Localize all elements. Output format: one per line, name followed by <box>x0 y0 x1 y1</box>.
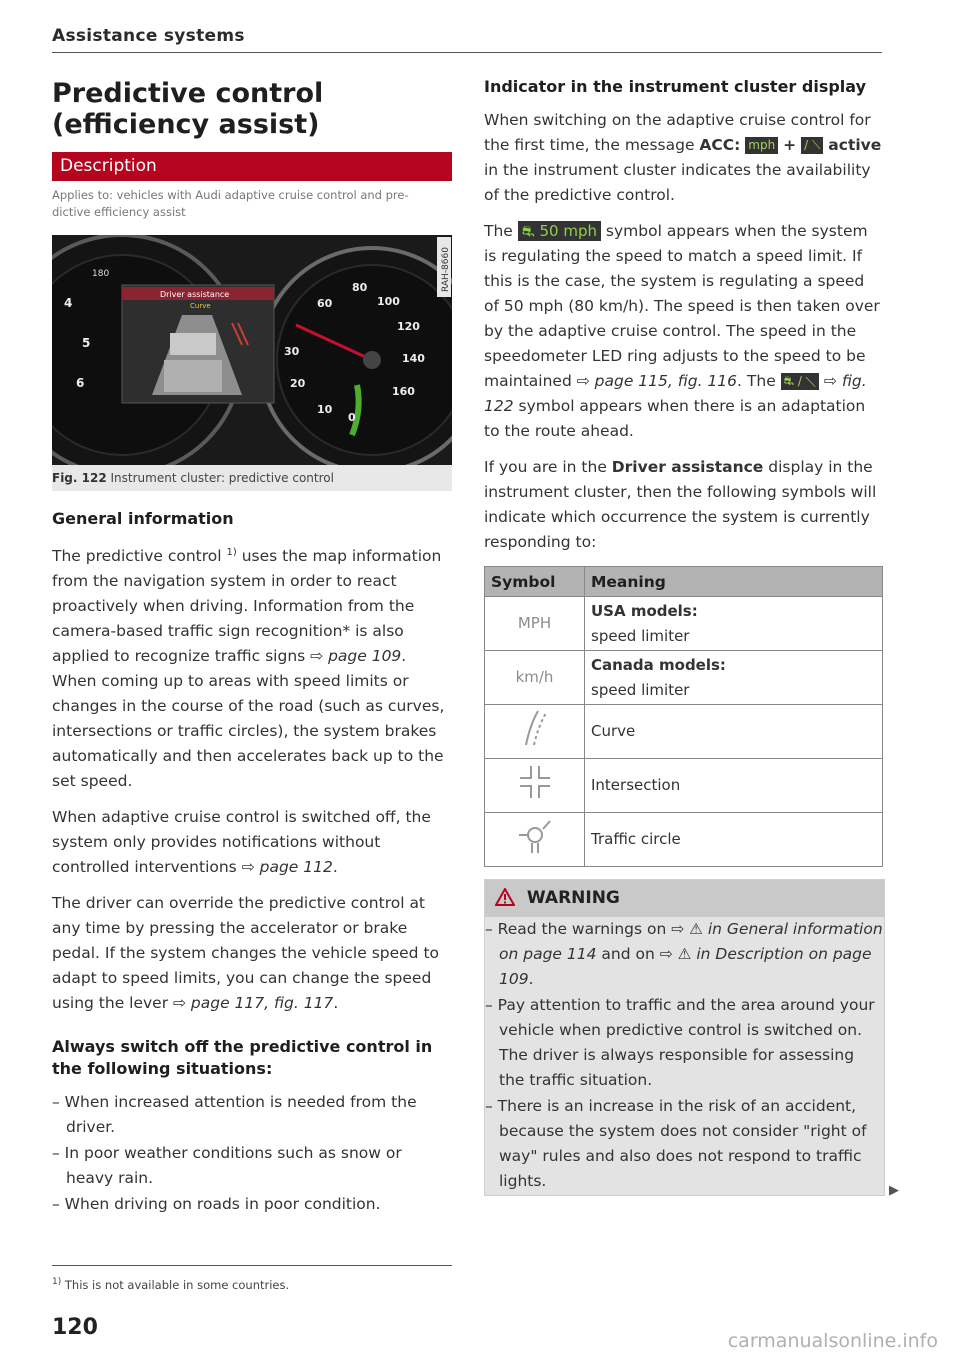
screen-title: Driver assistance <box>160 290 230 299</box>
tacho-tick-5: 5 <box>82 336 91 350</box>
para1-post: . When coming up to areas with speed limits or changes in the course of the road (such as curves, intersections or traffic circles), the system brakes automatically and then accelerates back up to the set speed. <box>52 647 445 791</box>
meaning-text: speed limiter <box>591 680 690 699</box>
tacho-tick-4: 4 <box>64 296 73 310</box>
para1-text: uses the map information from the navigation system in order to react proactively when driving. Information from the camera-based traffic sign recognition* is also applied to recognize traffic signs <box>52 547 442 666</box>
para2-text: When adaptive cruise control is switched off, the system only provides notifications without controlled interventions <box>52 808 431 877</box>
speedo-tick-10: 10 <box>317 403 333 416</box>
speedo-tick-100: 100 <box>377 295 400 308</box>
footnote-divider <box>52 1265 452 1266</box>
speed-limit-badge: ⛐ 50 mph <box>518 221 601 241</box>
table-row <box>485 813 883 867</box>
p2-pre: The <box>484 222 518 240</box>
page-117-link[interactable]: ⇨ page 117, fig. 117 <box>173 994 334 1013</box>
para3-post: . <box>333 994 339 1013</box>
curve-badge-icon: / ⟍ <box>801 137 823 154</box>
p2-mid: . The <box>737 372 781 390</box>
applies-to <box>52 187 452 221</box>
p1-post: in the instrument cluster indicates the availability of the predictive control. <box>484 161 871 204</box>
symbol-table <box>484 566 883 867</box>
acc-label: ACC: <box>699 136 741 154</box>
section-title: Assistance systems <box>52 26 245 46</box>
general-info-paragraph-1 <box>52 540 452 794</box>
speedo-tick-20: 20 <box>290 377 306 390</box>
list-item: – In poor weather conditions such as snow or heavy rain. <box>52 1144 402 1188</box>
always-switch-off-heading: Always switch off the predictive control in the following situations: <box>52 1037 433 1079</box>
description-bar: Description <box>52 152 452 181</box>
speedo-tick-120: 120 <box>397 320 420 333</box>
warning-title: WARNING <box>526 888 620 908</box>
right-column <box>484 74 884 1196</box>
page-115-link[interactable]: ⇨ page 115, fig. 116 <box>576 372 738 390</box>
p1-pre: When switching on the adaptive cruise control for the first time, the message <box>484 111 871 154</box>
odometer-readout: 180 <box>92 269 110 279</box>
active-label: active <box>828 136 882 154</box>
title-line-2: (efficiency assist) <box>52 109 320 140</box>
page-114-link[interactable]: ⇨ ⚠ in General information on page 114 <box>499 920 883 963</box>
traffic-circle-svg <box>517 817 553 855</box>
instrument-cluster-illustration <box>52 235 452 465</box>
table-row <box>485 705 883 759</box>
figure-caption <box>52 465 452 491</box>
intersection-svg <box>518 764 552 800</box>
meaning-title: Canada models: <box>591 655 726 674</box>
continue-arrow-icon: ▶ <box>889 1183 899 1198</box>
traffic-circle-icon <box>485 813 585 867</box>
meaning-cell <box>585 597 883 651</box>
warning-header <box>485 880 884 917</box>
screen-subtitle: Curve <box>190 302 211 310</box>
footnote <box>52 1277 289 1292</box>
left-column <box>52 74 452 1218</box>
table-row <box>485 651 883 705</box>
applies-line-1: Applies to: vehicles with Audi adaptive cruise control and pre- <box>52 188 409 202</box>
warning-list <box>485 917 884 1194</box>
instrument-cluster-figure <box>52 235 452 488</box>
warning-box <box>484 879 885 1196</box>
speedo-tick-140: 140 <box>402 352 425 365</box>
para2-post: . <box>332 858 338 877</box>
plus-sign: + <box>783 136 797 154</box>
meaning-cell: Curve <box>585 705 883 759</box>
intersection-icon <box>485 759 585 813</box>
page-header <box>52 26 882 53</box>
warning-triangle-icon <box>495 888 515 906</box>
route-adapt-badge-icon: ⛐ / ⟍ <box>781 373 819 390</box>
p2-text: symbol appears when the system is regulating the speed to match a speed limit. If this is the case, the system is regulating a speed of 50 mph (80 km/h). The speed is then taken over by the adaptive cruise control. The speed in the speedometer LED ring adjusts to the speed to be maintained <box>484 222 880 390</box>
figure-label: Fig. 122 <box>52 471 107 485</box>
list-item: – There is an increase in the risk of an accident, because the system does not consider "right of way" rules and also does not respond to traffic lights. <box>485 1097 867 1190</box>
page-109-link[interactable]: ⇨ page 109 <box>310 647 402 666</box>
footnote-text: This is not available in some countries. <box>64 1277 290 1292</box>
title-line-1: Predictive control <box>52 78 324 109</box>
driver-assistance-label: Driver assistance <box>611 458 764 476</box>
warn1-pre: – Read the warnings on <box>485 920 672 938</box>
list-item: – When increased attention is needed from the driver. <box>52 1093 417 1137</box>
list-item <box>485 917 884 992</box>
kmh-symbol-icon: km/h <box>485 651 585 705</box>
situations-list <box>52 1090 452 1217</box>
general-info-heading: General information <box>52 509 234 528</box>
applies-line-2: dictive efficiency assist <box>52 205 186 219</box>
p2-post: symbol appears when there is an adaptation to the route ahead. <box>484 397 866 440</box>
para1-pre: The predictive control <box>52 547 227 566</box>
table-header-row <box>485 567 883 597</box>
speedo-tick-80: 80 <box>352 281 368 294</box>
warn1-mid: and on <box>596 945 660 963</box>
warn1-post: . <box>528 970 534 988</box>
p3-post: display in the instrument cluster, then the following symbols will indicate which occurrence the system is currently responding to: <box>484 458 877 551</box>
page-title <box>52 78 452 140</box>
speedo-tick-160: 160 <box>392 385 415 398</box>
meaning-cell: Traffic circle <box>585 813 883 867</box>
indicator-paragraph-2 <box>484 219 884 444</box>
general-info-paragraph-3 <box>52 891 452 1016</box>
meaning-cell: Intersection <box>585 759 883 813</box>
figure-caption-text: Instrument cluster: predictive control <box>110 471 334 485</box>
p3-pre: If you are in the <box>484 458 612 476</box>
indicator-paragraph-3 <box>484 455 884 555</box>
page-109-warning-link[interactable]: ⇨ ⚠ in Description on page 109 <box>499 945 872 988</box>
mph-symbol-icon: MPH <box>485 597 585 651</box>
list-item: – Pay attention to traffic and the area around your vehicle when predictive control is switched on. The driver is always responsible for assessing the traffic situation. <box>485 996 875 1089</box>
meaning-column-header: Meaning <box>585 567 883 597</box>
mph-badge: mph <box>745 137 778 154</box>
table-row <box>485 597 883 651</box>
indicator-heading: Indicator in the instrument cluster display <box>484 77 867 96</box>
meaning-cell <box>585 651 883 705</box>
indicator-paragraph-1 <box>484 108 884 208</box>
curve-icon <box>485 705 585 759</box>
speedo-tick-30: 30 <box>284 345 300 358</box>
list-item: – When driving on roads in poor condition. <box>52 1195 381 1214</box>
page-number: 120 <box>52 1315 98 1340</box>
para3-text: The driver can override the predictive control at any time by pressing the accelerator or brake pedal. If the system changes the vehicle speed to adapt to speed limits, you can change the speed using the lever <box>52 894 440 1013</box>
footnote-ref: 1) <box>226 547 237 558</box>
meaning-text: speed limiter <box>591 626 690 645</box>
table-row <box>485 759 883 813</box>
speedo-tick-0: 0 <box>348 411 356 424</box>
figure-code: RAH-8660 <box>441 247 451 292</box>
page-112-link[interactable]: ⇨ page 112 <box>241 858 333 877</box>
watermark: carmanualsonline.info <box>727 1330 938 1352</box>
footnote-mark: 1) <box>52 1277 62 1287</box>
general-info-paragraph-2 <box>52 805 452 880</box>
symbol-column-header: Symbol <box>485 567 585 597</box>
speedo-tick-60: 60 <box>317 297 333 310</box>
curve-svg <box>520 709 550 747</box>
fig-122-link[interactable]: ⇨ fig. 122 <box>484 372 867 415</box>
tacho-tick-6: 6 <box>76 376 85 390</box>
meaning-title: USA models: <box>591 601 698 620</box>
